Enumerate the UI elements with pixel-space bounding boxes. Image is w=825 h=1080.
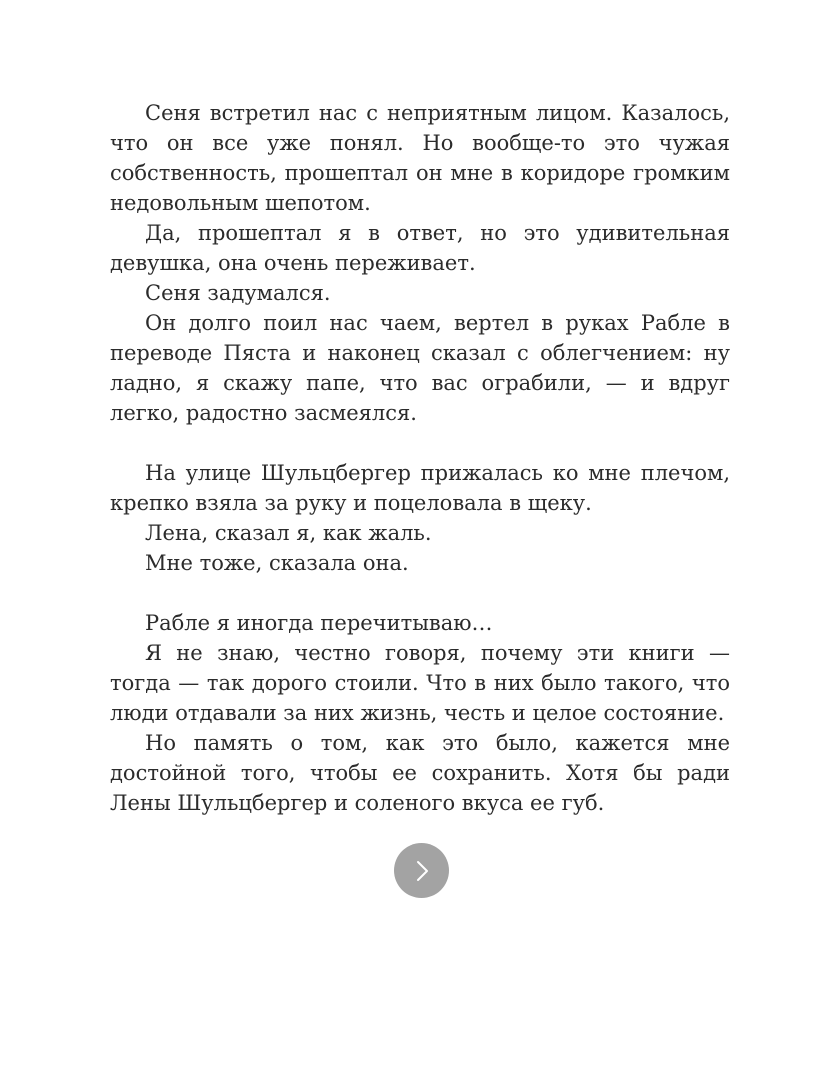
section-break: [110, 428, 730, 458]
paragraph: Мне тоже, сказала она.: [145, 551, 409, 575]
paragraph: Сеня задумался.: [145, 281, 331, 305]
paragraph: Рабле я иногда перечитываю…: [145, 611, 493, 635]
chevron-right-icon: [410, 859, 434, 883]
paragraph: Он долго поил нас чаем, вертел в руках Рабле в переводе Пяста и наконец сказал с облегчением: ну ладно, я скажу папе, что вас ограбили, — и вдруг легко, радостно засмеялся.: [110, 311, 730, 425]
next-page-button[interactable]: [394, 843, 449, 898]
paragraph: Да, прошептал я в ответ, но это удивительная девушка, она очень переживает.: [110, 221, 730, 275]
section-break: [110, 578, 730, 608]
paragraph: Лена, сказал я, как жаль.: [145, 521, 432, 545]
paragraph: На улице Шульцбергер прижалась ко мне плечом, крепко взяла за руку и поцеловала в щеку.: [110, 461, 730, 515]
paragraph: Сеня встретил нас с неприятным лицом. Казалось, что он все уже понял. Но вообще-то это чужая собственность, прошептал он мне в коридоре громким недовольным шепотом.: [110, 101, 730, 215]
paragraph: Я не знаю, честно говоря, почему эти книги — тогда — так дорого стоили. Что в них было такого, что люди отдавали за них жизнь, честь и целое состояние.: [110, 641, 730, 725]
paragraph: Но память о том, как это было, кажется мне достойной того, чтобы ее сохранить. Хотя бы ради Лены Шульцбергер и соленого вкуса ее губ.: [110, 731, 730, 815]
page-text: [110, 98, 730, 818]
